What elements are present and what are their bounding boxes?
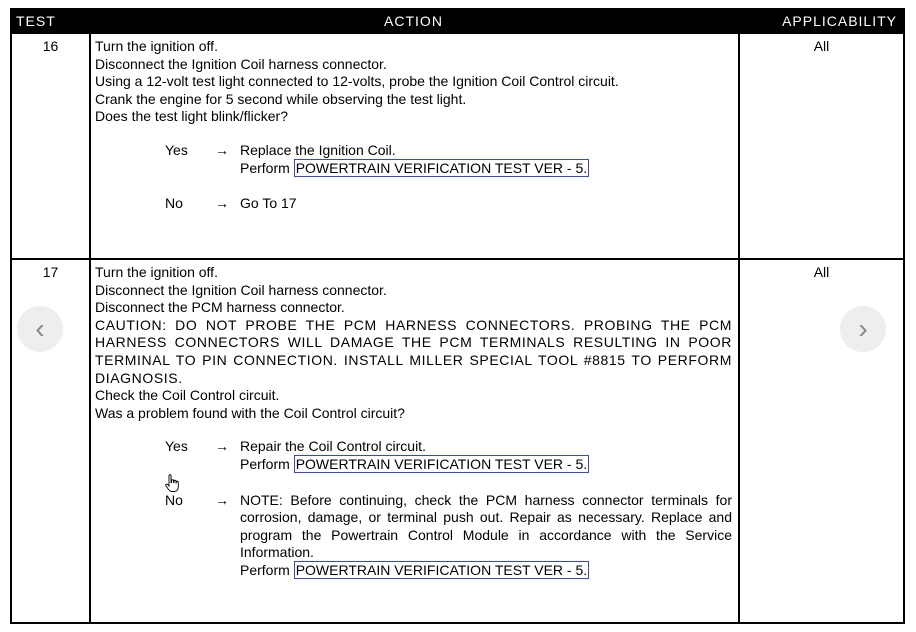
table-row-16	[12, 32, 903, 258]
prev-page-button[interactable]: ‹	[17, 306, 63, 352]
perform-label: Perform	[240, 561, 290, 578]
applicability: All	[813, 264, 830, 280]
step-text: Does the test light blink/flicker?	[95, 108, 288, 125]
test-number: 16	[42, 38, 59, 54]
verification-test-link[interactable]: POWERTRAIN VERIFICATION TEST VER - 5.	[295, 561, 588, 578]
verification-test-link[interactable]: POWERTRAIN VERIFICATION TEST VER - 5.	[295, 455, 588, 472]
step-text: Disconnect the Ignition Coil harness connector.	[95, 55, 387, 72]
yes-answer	[95, 438, 732, 473]
step-text: Check the Coil Control circuit.	[95, 387, 280, 404]
perform-label: Perform	[240, 455, 290, 472]
action-cell	[89, 34, 740, 258]
no-answer	[95, 492, 732, 580]
step-text: Turn the ignition off.	[95, 264, 218, 280]
hand-cursor-icon	[165, 474, 179, 492]
arrow-icon: →	[215, 491, 229, 508]
yes-label: Yes	[165, 438, 188, 455]
no-text: NOTE: Before continuing, check the PCM harness connector terminals for corrosion, damage, or terminal push out. Repair as necessary. Replace and program the Powertrain Control Module in accordance with the Service Information.	[240, 491, 732, 561]
next-page-button[interactable]: ›	[840, 306, 886, 352]
yes-label: Yes	[165, 141, 188, 158]
header-applicability: APPLICABILITY	[782, 13, 897, 29]
no-label: No	[165, 195, 183, 212]
action-cell	[89, 260, 740, 622]
step-text: Disconnect the Ignition Coil harness connector.	[95, 281, 387, 298]
no-label: No	[165, 491, 183, 508]
arrow-icon: →	[215, 195, 229, 212]
step-text: Turn the ignition off.	[95, 38, 218, 54]
header-test: TEST	[16, 13, 56, 29]
no-text: Go To 17	[240, 195, 297, 212]
table-header	[12, 10, 903, 32]
caution-text: CAUTION: DO NOT PROBE THE PCM HARNESS CONNECTORS. PROBING THE PCM HARNESS CONNECTORS WILL DAMAGE THE PCM TERMINALS RESULTING IN POOR TERMINAL TO PIN CONNECTION. INSTALL MILLER SPECIAL TOOL #8815 TO PERFORM DIAGNOSIS.	[95, 316, 732, 386]
yes-text: Repair the Coil Control circuit.	[240, 438, 426, 455]
yes-answer	[95, 142, 732, 177]
test-number: 17	[42, 264, 59, 280]
step-text: Was a problem found with the Coil Control circuit?	[95, 404, 405, 421]
no-label-wrap	[95, 492, 215, 580]
step-text: Crank the engine for 5 second while observing the test light.	[95, 90, 467, 107]
no-answer	[95, 195, 732, 213]
table-row-17	[12, 258, 903, 622]
yes-text: Replace the Ignition Coil.	[240, 141, 396, 158]
arrow-icon: →	[215, 141, 229, 158]
step-text: Using a 12-volt test light connected to 12-volts, probe the Ignition Coil Control circuit.	[95, 73, 619, 90]
header-action: ACTION	[384, 13, 443, 29]
arrow-icon: →	[215, 438, 229, 455]
diagnostic-table	[10, 8, 905, 624]
applicability: All	[813, 38, 830, 54]
perform-label: Perform	[240, 159, 290, 176]
verification-test-link[interactable]: POWERTRAIN VERIFICATION TEST VER - 5.	[295, 159, 588, 176]
step-text: Disconnect the PCM harness connector.	[95, 299, 345, 316]
